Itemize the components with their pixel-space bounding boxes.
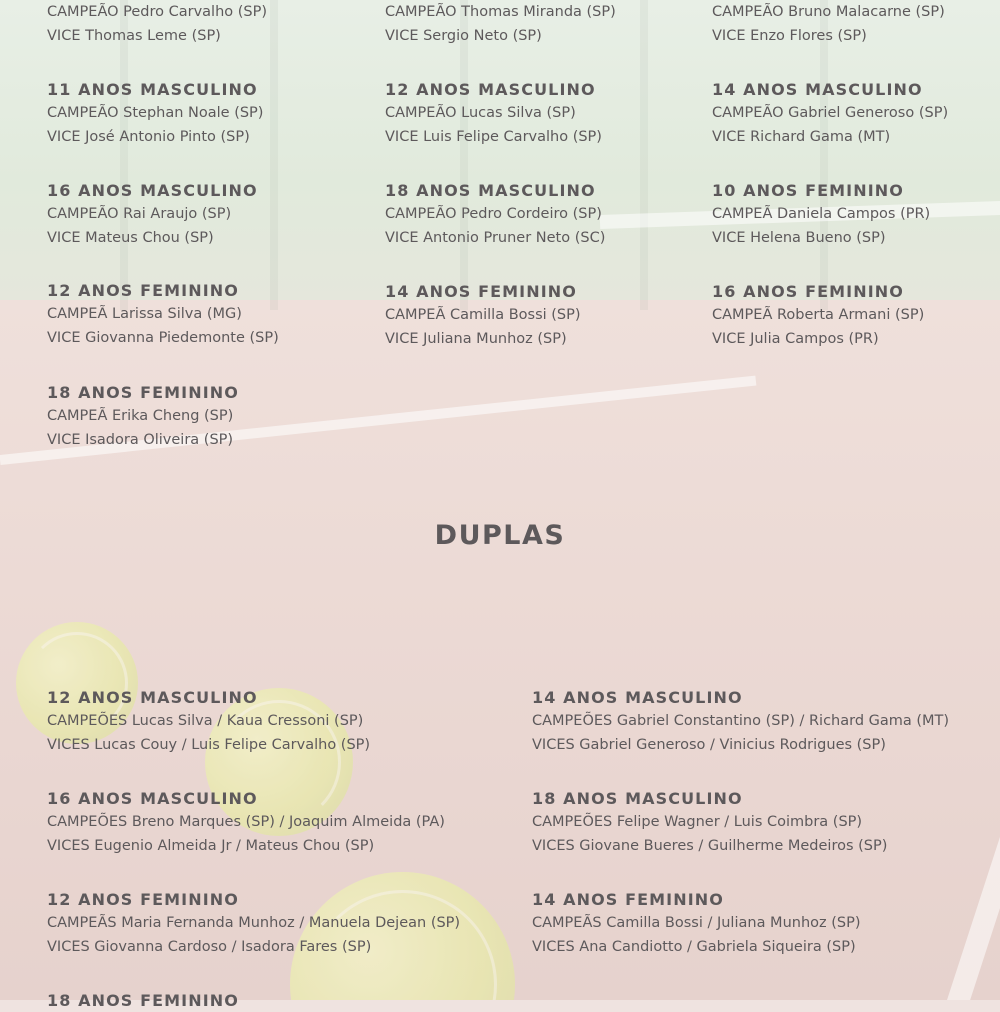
runner-up-line: VICE Helena Bueno (SP)	[712, 230, 886, 246]
doubles-result	[47, 990, 239, 1012]
champion-line: CAMPEÃO Lucas Silva (SP)	[385, 105, 576, 121]
doubles-result	[532, 889, 861, 959]
runner-up-line: VICE Richard Gama (MT)	[712, 129, 891, 145]
singles-result	[712, 79, 948, 149]
runner-up-line: VICES Gabriel Generoso / Vinicius Rodrigues (SP)	[532, 737, 886, 753]
runner-up-line: VICES Giovane Bueres / Guilherme Medeiros (SP)	[532, 838, 888, 854]
singles-result	[47, 180, 258, 250]
category-heading: 18 ANOS MASCULINO	[532, 789, 743, 808]
category-heading: 10 ANOS FEMININO	[712, 181, 904, 200]
category-heading: 18 ANOS FEMININO	[47, 991, 239, 1010]
singles-result	[385, 79, 602, 149]
singles-result	[712, 281, 924, 351]
champion-line: CAMPEÃO Pedro Cordeiro (SP)	[385, 206, 602, 222]
runner-up-line: VICE Sergio Neto (SP)	[385, 28, 542, 44]
doubles-result	[532, 687, 949, 757]
category-heading: 12 ANOS FEMININO	[47, 281, 239, 300]
doubles-result	[47, 687, 370, 757]
runner-up-line: VICES Eugenio Almeida Jr / Mateus Chou (SP)	[47, 838, 375, 854]
champion-line: CAMPEÃO Bruno Malacarne (SP)	[712, 4, 945, 20]
champion-line: CAMPEÃO Thomas Miranda (SP)	[385, 4, 616, 20]
champion-line: CAMPEÃO Gabriel Generoso (SP)	[712, 105, 949, 121]
champion-line: CAMPEÃO Rai Araujo (SP)	[47, 206, 232, 222]
runner-up-line: VICE Isadora Oliveira (SP)	[47, 432, 234, 448]
champion-line: CAMPEÃ Camilla Bossi (SP)	[385, 307, 581, 323]
champion-line: CAMPEÃS Camilla Bossi / Juliana Munhoz (SP)	[532, 915, 861, 931]
category-heading: 12 ANOS FEMININO	[47, 890, 239, 909]
category-heading: 14 ANOS FEMININO	[385, 282, 577, 301]
champion-line: CAMPEÕES Felipe Wagner / Luis Coimbra (SP)	[532, 814, 863, 830]
champion-line: CAMPEÃS Maria Fernanda Munhoz / Manuela Dejean (SP)	[47, 915, 461, 931]
runner-up-line: VICE Thomas Leme (SP)	[47, 28, 221, 44]
doubles-result	[532, 788, 887, 858]
doubles-result	[47, 788, 445, 858]
runner-up-line: VICE Enzo Flores (SP)	[712, 28, 867, 44]
runner-up-line: VICES Ana Candiotto / Gabriela Siqueira (SP)	[532, 939, 856, 955]
singles-result	[385, 180, 605, 250]
runner-up-line: VICE Mateus Chou (SP)	[47, 230, 214, 246]
category-heading: 16 ANOS FEMININO	[712, 282, 904, 301]
runner-up-line: VICE Julia Campos (PR)	[712, 331, 879, 347]
singles-result	[385, 281, 581, 351]
category-heading: 12 ANOS MASCULINO	[385, 80, 596, 99]
doubles-result	[47, 889, 460, 959]
singles-result	[385, 0, 616, 48]
runner-up-line: VICE Juliana Munhoz (SP)	[385, 331, 567, 347]
singles-result	[47, 280, 279, 350]
champion-line: CAMPEÃ Roberta Armani (SP)	[712, 307, 925, 323]
category-heading: 16 ANOS MASCULINO	[47, 789, 258, 808]
champion-line: CAMPEÃO Pedro Carvalho (SP)	[47, 4, 268, 20]
runner-up-line: VICES Lucas Couy / Luis Felipe Carvalho (SP)	[47, 737, 371, 753]
runner-up-line: VICE Antonio Pruner Neto (SC)	[385, 230, 606, 246]
runner-up-line: VICE José Antonio Pinto (SP)	[47, 129, 250, 145]
section-title-doubles: DUPLAS	[434, 520, 566, 551]
category-heading: 16 ANOS MASCULINO	[47, 181, 258, 200]
category-heading: 14 ANOS FEMININO	[532, 890, 724, 909]
category-heading: 11 ANOS MASCULINO	[47, 80, 258, 99]
champion-line: CAMPEÕES Breno Marques (SP) / Joaquim Almeida (PA)	[47, 814, 445, 830]
champion-line: CAMPEÃ Daniela Campos (PR)	[712, 206, 931, 222]
champion-line: CAMPEÃO Stephan Noale (SP)	[47, 105, 264, 121]
singles-result	[47, 382, 239, 452]
singles-result	[712, 180, 930, 250]
runner-up-line: VICE Luis Felipe Carvalho (SP)	[385, 129, 602, 145]
runner-up-line: VICES Giovanna Cardoso / Isadora Fares (SP)	[47, 939, 372, 955]
singles-result	[47, 0, 267, 48]
category-heading: 18 ANOS MASCULINO	[385, 181, 596, 200]
champion-line: CAMPEÃ Larissa Silva (MG)	[47, 306, 242, 322]
champion-line: CAMPEÕES Lucas Silva / Kaua Cressoni (SP)	[47, 713, 364, 729]
category-heading: 14 ANOS MASCULINO	[532, 688, 743, 707]
category-heading: 18 ANOS FEMININO	[47, 383, 239, 402]
category-heading: 12 ANOS MASCULINO	[47, 688, 258, 707]
singles-result	[47, 79, 263, 149]
champion-line: CAMPEÕES Gabriel Constantino (SP) / Richard Gama (MT)	[532, 713, 950, 729]
singles-result	[712, 0, 945, 48]
champion-line: CAMPEÃ Erika Cheng (SP)	[47, 408, 234, 424]
category-heading: 14 ANOS MASCULINO	[712, 80, 923, 99]
runner-up-line: VICE Giovanna Piedemonte (SP)	[47, 330, 279, 346]
